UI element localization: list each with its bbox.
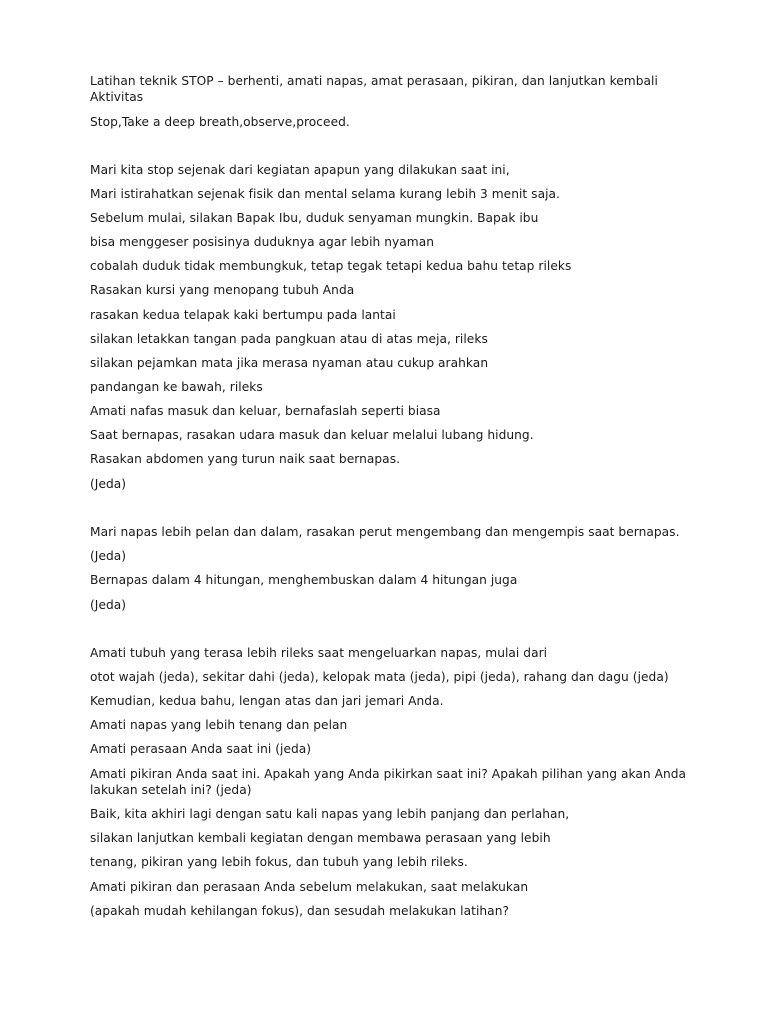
paragraph-line: Amati tubuh yang terasa lebih rileks saat mengeluarkan napas, mulai dari bbox=[90, 646, 548, 660]
paragraph-line: Sebelum mulai, silakan Bapak Ibu, duduk senyaman mungkin. Bapak ibu bbox=[90, 211, 539, 225]
paragraph-line: bisa menggeser posisinya duduknya agar lebih nyaman bbox=[90, 235, 434, 249]
paragraph-line: silakan pejamkan mata jika merasa nyaman atau cukup arahkan bbox=[90, 356, 489, 370]
paragraph-line: (apakah mudah kehilangan fokus), dan sesudah melakukan latihan? bbox=[90, 904, 509, 918]
paragraph-line: (Jeda) bbox=[90, 549, 127, 563]
paragraph-line: (Jeda) bbox=[90, 598, 127, 612]
document-subtitle: Stop,Take a deep breath,observe,proceed. bbox=[90, 115, 350, 129]
paragraph-line: Mari istirahatkan sejenak fisik dan mental selama kurang lebih 3 menit saja. bbox=[90, 187, 560, 201]
paragraph-line: Rasakan abdomen yang turun naik saat bernapas. bbox=[90, 452, 401, 466]
paragraph-line: (Jeda) bbox=[90, 477, 127, 491]
paragraph-line: Rasakan kursi yang menopang tubuh Anda bbox=[90, 283, 355, 297]
paragraph-line: silakan lanjutkan kembali kegiatan dengan membawa perasaan yang lebih bbox=[90, 831, 551, 845]
paragraph-line: Amati pikiran Anda saat ini. Apakah yang Anda pikirkan saat ini? Apakah pilihan yang akan Anda lakukan setelah ini? (jeda) bbox=[90, 767, 687, 797]
paragraph-line: Amati napas yang lebih tenang dan pelan bbox=[90, 718, 348, 732]
paragraph-line: silakan letakkan tangan pada pangkuan atau di atas meja, rileks bbox=[90, 332, 488, 346]
paragraph-line: Mari kita stop sejenak dari kegiatan apapun yang dilakukan saat ini, bbox=[90, 163, 510, 177]
paragraph-line: Kemudian, kedua bahu, lengan atas dan jari jemari Anda. bbox=[90, 694, 444, 708]
paragraph-line: rasakan kedua telapak kaki bertumpu pada lantai bbox=[90, 308, 396, 322]
paragraph-line: Amati perasaan Anda saat ini (jeda) bbox=[90, 742, 312, 756]
paragraph-line: otot wajah (jeda), sekitar dahi (jeda), kelopak mata (jeda), pipi (jeda), rahang dan dagu (jeda) bbox=[90, 670, 669, 684]
paragraph-line: pandangan ke bawah, rileks bbox=[90, 380, 263, 394]
paragraph-line: Saat bernapas, rasakan udara masuk dan keluar melalui lubang hidung. bbox=[90, 428, 534, 442]
paragraph-line: Bernapas dalam 4 hitungan, menghembuskan dalam 4 hitungan juga bbox=[90, 573, 518, 587]
paragraph-line: Baik, kita akhiri lagi dengan satu kali napas yang lebih panjang dan perlahan, bbox=[90, 807, 570, 821]
document-title: Latihan teknik STOP – berhenti, amati napas, amat perasaan, pikiran, dan lanjutkan kembali Aktivitas bbox=[90, 74, 658, 104]
paragraph-line: tenang, pikiran yang lebih fokus, dan tubuh yang lebih rileks. bbox=[90, 855, 468, 869]
paragraph-line: cobalah duduk tidak membungkuk, tetap tegak tetapi kedua bahu tetap rileks bbox=[90, 259, 572, 273]
paragraph-line: Amati nafas masuk dan keluar, bernafaslah seperti biasa bbox=[90, 404, 441, 418]
paragraph-line: Amati pikiran dan perasaan Anda sebelum melakukan, saat melakukan bbox=[90, 880, 529, 894]
paragraph-line: Mari napas lebih pelan dan dalam, rasakan perut mengembang dan mengempis saat bernapas. bbox=[90, 525, 680, 539]
